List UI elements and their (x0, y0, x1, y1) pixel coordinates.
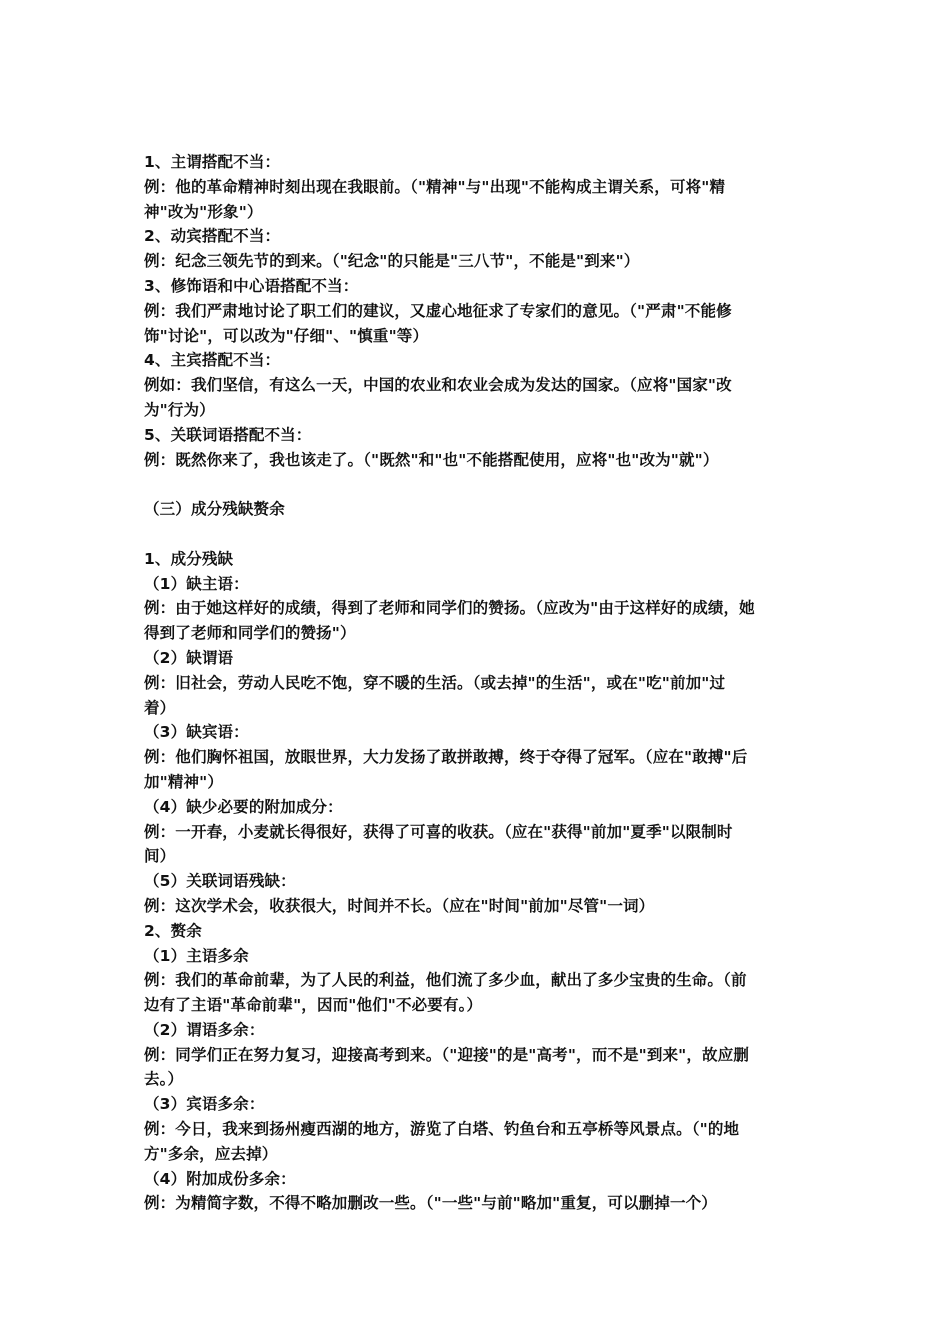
example-line: 着） (144, 698, 176, 717)
example-line: 例：同学们正在努力复习，迎接高考到来。（"迎接"的是"高考"，而不是"到来"，故应删 (144, 1045, 750, 1064)
example-line: 边有了主语"革命前辈"，因而"他们"不必要有。） (144, 996, 483, 1015)
subheading-line: （2）缺谓语 (144, 648, 234, 667)
example-line: 例：一开春，小麦就长得很好，获得了可喜的收获。（应在"获得"前加"夏季"以限制时 (144, 822, 733, 841)
example-line: 例：他们胸怀祖国，放眼世界，大力发扬了敢拼敢搏，终于夺得了冠军。（应在"敢搏"后 (144, 748, 748, 767)
example-line: 得到了老师和同学们的赞扬"） (144, 624, 356, 643)
document-body (144, 150, 814, 1216)
example-line: 例：为精简字数，不得不略加删改一些。（"一些"与前"略加"重复，可以删掉一个） (144, 1194, 717, 1213)
example-line: 例：旧社会，劳动人民吃不饱，穿不暖的生活。（或去掉"的生活"，或在"吃"前加"过 (144, 673, 726, 692)
example-line: 方"多余，应去掉） (144, 1144, 278, 1163)
example-line: 加"精神"） (144, 772, 224, 791)
subheading-line: （4）缺少必要的附加成分： (144, 797, 343, 816)
heading-subject-predicate: 1、主谓搭配不当： (144, 153, 281, 171)
subheading-line: （3）缺宾语： (144, 723, 249, 742)
example-line: 神"改为"形象"） (144, 202, 263, 221)
example-line: 例：他的革命精神时刻出现在我眼前。（"精神"与"出现"不能构成主谓关系，可将"精 (144, 177, 726, 196)
example-line: 例：我们的革命前辈，为了人民的利益，他们流了多少血，献出了多少宝贵的生命。（前 (144, 971, 747, 990)
section-title: （三）成分残缺赘余 (144, 500, 285, 519)
heading-redundancy: 2、赘余 (144, 921, 202, 940)
subheading-line: （3）宾语多余： (144, 1095, 265, 1114)
heading-verb-object: 2、动宾搭配不当： (144, 227, 281, 246)
subheading-line: （4）附加成份多余： (144, 1169, 296, 1188)
example-line: 例如：我们坚信，有这么一天，中国的农业和农业会成为发达的国家。（应将"国家"改 (144, 376, 732, 395)
example-line: 间） (144, 847, 176, 866)
example-line: 例：我们严肃地讨论了职工们的建议，又虚心地征求了专家们的意见。（"严肃"不能修 (144, 301, 732, 320)
blank-line (144, 522, 814, 547)
example-line: 例：这次学术会，收获很大，时间并不长。（应在"时间"前加"尽管"一词） (144, 896, 655, 915)
heading-subject-object: 4、主宾搭配不当： (144, 351, 281, 370)
example-line: 例：今日，我来到扬州瘦西湖的地方，游览了白塔、钓鱼台和五亭桥等风景点。（"的地 (144, 1120, 740, 1139)
subheading-line: （2）谓语多余： (144, 1020, 265, 1039)
example-line: 例：纪念三领先节的到来。（"纪念"的只能是"三八节"，不能是"到来"） (144, 252, 640, 271)
example-line: 去。） (144, 1070, 184, 1089)
example-line: 为"行为） (144, 400, 215, 419)
example-line: 例：由于她这样好的成绩，得到了老师和同学们的赞扬。（应改为"由于这样好的成绩，她 (144, 599, 755, 618)
heading-conjunction: 5、关联词语搭配不当： (144, 425, 312, 444)
subheading-line: （1）主语多余 (144, 946, 249, 965)
subheading-line: （1）缺主语： (144, 574, 249, 593)
heading-missing-components: 1、成分残缺 (144, 549, 234, 568)
heading-modifier: 3、修饰语和中心语搭配不当： (144, 276, 359, 295)
subheading-line: （5）关联词语残缺： (144, 872, 296, 891)
example-line: 饰"讨论"，可以改为"仔细"、"慎重"等） (144, 326, 429, 345)
blank-line (144, 472, 814, 497)
example-line: 例：既然你来了，我也该走了。（"既然"和"也"不能搭配使用，应将"也"改为"就"） (144, 450, 719, 469)
